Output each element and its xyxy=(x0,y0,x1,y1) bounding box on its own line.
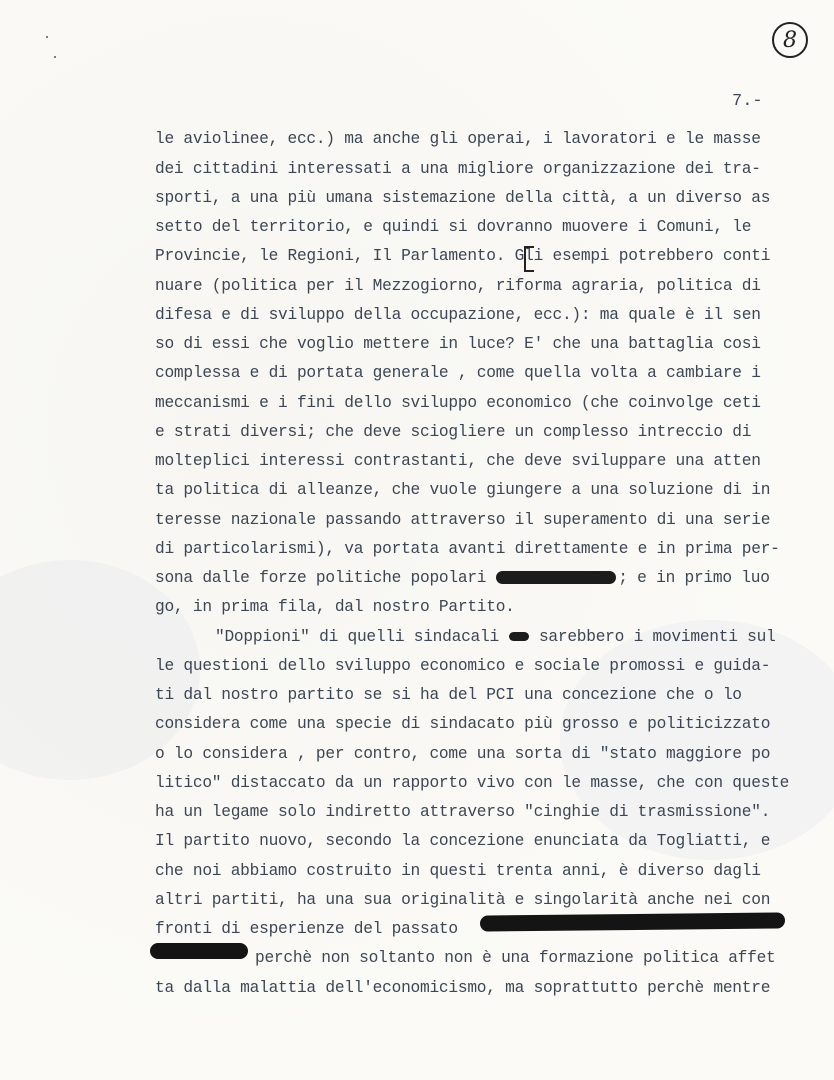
text-line: molteplici interessi contrastanti, che deve sviluppare una atten xyxy=(155,452,761,470)
text-segment: sarebbero i movimenti sul xyxy=(538,628,776,646)
page-marker-circle: 8 xyxy=(772,22,808,58)
text-line: dei cittadini interessati a una migliore organizzazione dei tra- xyxy=(155,160,761,178)
text-segment: "Doppioni" di quelli sindacali xyxy=(215,628,499,646)
text-segment: sona dalle forze politiche popolari xyxy=(155,569,487,587)
text-line: ha un legame solo indiretto attraverso "cinghie di trasmissione". xyxy=(155,803,771,821)
text-line xyxy=(215,626,776,648)
text-line: ti dal nostro partito se si ha del PCI una concezione che o lo xyxy=(155,686,742,704)
text-line: complessa e di portata generale , come quella volta a cambiare i xyxy=(155,364,761,382)
text-line: Provincie, le Regioni, Il Parlamento. Gli esempi potrebbero conti xyxy=(155,247,771,265)
text-line: fronti di esperienze del passato xyxy=(155,920,458,938)
text-line: le questioni dello sviluppo economico e sociale promossi e guida- xyxy=(155,657,771,675)
text-line: o lo considera , per contro, come una sorta di "stato maggiore po xyxy=(155,745,771,763)
redaction-mark xyxy=(480,912,785,931)
text-segment: ; e in primo luo xyxy=(618,569,770,587)
redaction-mark xyxy=(496,571,616,584)
text-line: e strati diversi; che deve sciogliere un complesso intreccio di xyxy=(155,423,752,441)
text-line: ta politica di alleanze, che vuole giungere a una soluzione di in xyxy=(155,481,771,499)
text-line: che noi abbiamo costruito in questi trenta anni, è diverso dagli xyxy=(155,862,761,880)
text-line: setto del territorio, e quindi si dovranno muovere i Comuni, le xyxy=(155,218,752,236)
text-line: sporti, a una più umana sistemazione della città, a un diverso as xyxy=(155,189,771,207)
text-line: le aviolinee, ecc.) ma anche gli operai, i lavoratori e le masse xyxy=(155,130,761,148)
text-line: altri partiti, ha una sua originalità e singolarità anche nei con xyxy=(155,891,771,909)
text-line: nuare (politica per il Mezzogiorno, riforma agraria, politica di xyxy=(155,277,761,295)
text-line: considera come una specie di sindacato più grosso e politicizzato xyxy=(155,715,771,733)
text-line xyxy=(155,567,770,589)
handwritten-bracket xyxy=(524,246,534,272)
text-line: so di essi che voglio mettere in luce? E' che una battaglia così xyxy=(155,335,761,353)
text-line: Il partito nuovo, secondo la concezione enunciata da Togliatti, e xyxy=(155,832,771,850)
page-number: 7.- xyxy=(732,92,763,111)
text-line: ta dalla malattia dell'economicismo, ma soprattutto perchè mentre xyxy=(155,979,771,997)
text-line: go, in prima fila, dal nostro Partito. xyxy=(155,598,515,616)
text-line: difesa e di sviluppo della occupazione, ecc.): ma quale è il sen xyxy=(155,306,761,324)
text-line: perchè non soltanto non è una formazione politica affet xyxy=(255,949,776,967)
text-line: litico" distaccato da un rapporto vivo con le masse, che con queste xyxy=(155,774,790,792)
redaction-mark xyxy=(150,943,248,959)
text-line: meccanismi e i fini dello sviluppo economico (che coinvolge ceti xyxy=(155,394,761,412)
redaction-mark xyxy=(509,632,529,641)
text-line: teresse nazionale passando attraverso il superamento di una serie xyxy=(155,511,771,529)
text-line: di particolarismi), va portata avanti direttamente e in prima per- xyxy=(155,540,780,558)
